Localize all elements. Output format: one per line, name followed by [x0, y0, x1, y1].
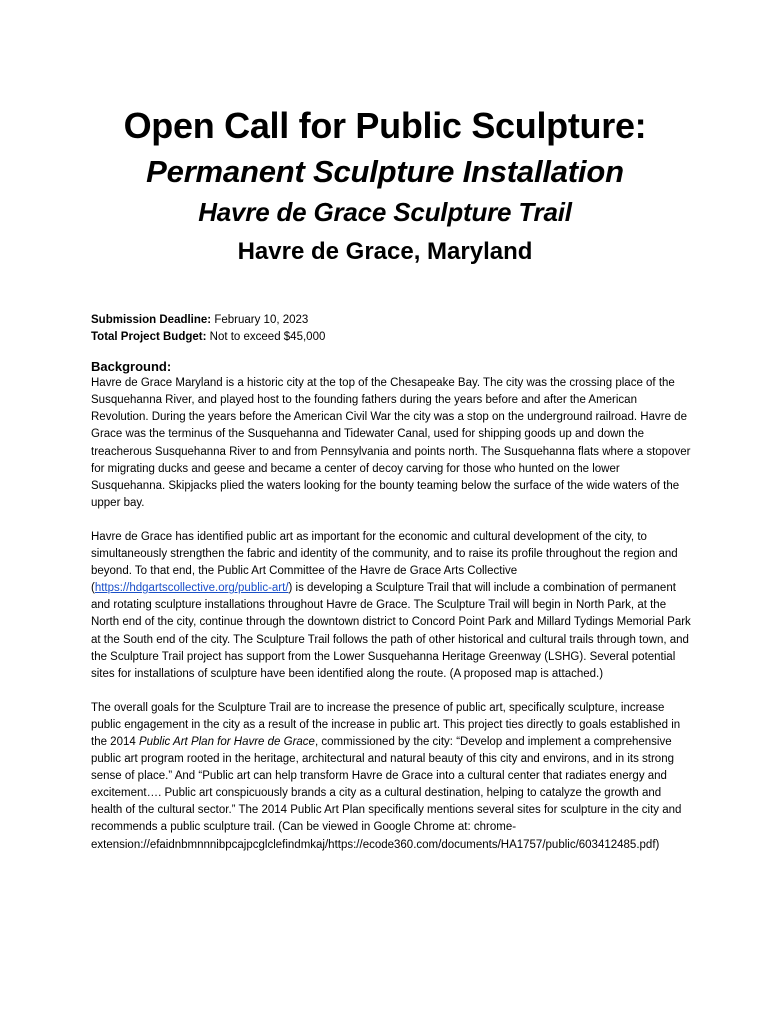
- public-art-plan-title: Public Art Plan for Havre de Grace: [138, 735, 315, 748]
- project-budget: [91, 329, 691, 346]
- document-subtitle: Permanent Sculpture Installation: [146, 154, 624, 189]
- trail-name: Havre de Grace Sculpture Trail: [198, 197, 572, 227]
- background-heading: Background:: [91, 359, 172, 375]
- document-title: Open Call for Public Sculpture:: [123, 105, 647, 146]
- background-paragraph-3: [91, 700, 691, 854]
- paragraph-2-text-start: Havre de Grace has identified public art as important for the economic and cultural development of the city, to simultaneously strengthen the fabric and identity of the community, and to raise its profile throughout the region and beyond. To that end, the Public Art Committee of the Havre de Grace Arts Collective (: [91, 530, 678, 595]
- title-block: [0, 102, 770, 272]
- project-budget-label: Total Project Budget:: [91, 331, 207, 344]
- document-body: [91, 312, 691, 854]
- paragraph-2-text-end: ) is developing a Sculpture Trail that will include a combination of permanent and rotating sculpture installations throughout Havre de Grace. The Sculpture Trail will begin in North Park, at the North end of the city, continue through the downtown district to Concord Point Park and Millard Tydings Memorial Park at the South end of the city. The Sculpture Trail follows the path of other historical and cultural trails through town, and the Sculpture Trail project has support from the Lower Susquehanna Heritage Greenway (LSHG). Several potential sites for installations of sculpture have been identified along the route. (A proposed map is attached.): [91, 582, 691, 680]
- paragraph-3-text-start: The overall goals for the Sculpture Trail are to increase the presence of public art, specifically sculpture, increase public engagement in the city as a result of the increase in public art. This project ties directly to goals established in the 2014: [91, 701, 681, 748]
- submission-deadline: [91, 312, 691, 329]
- project-budget-value: Not to exceed $45,000: [206, 331, 326, 344]
- submission-deadline-label: Submission Deadline:: [91, 314, 212, 326]
- location-heading: Havre de Grace, Maryland: [237, 238, 533, 265]
- background-paragraph-2: [91, 529, 691, 683]
- paragraph-3-text-end: , commissioned by the city: “Develop and implement a comprehensive public art program rooted in the heritage, architectural and natural beauty of this city and environs, and in its strong sense of place.” And “Public art can help transform Havre de Grace into a cultural center that radiates energy and excitement…. Public art conspicuously brands a city as a cultural destination, helping to catalyze the growth and health of the cultural sector.” The 2014 Public Art Plan specifically mentions several sites for sculpture in the city and recommends a public sculpture trail. (Can be viewed in Google Chrome at: chrome-extension://efaidnbmnnnibpcajpcglclefindmkaj/https://ecode360.com/documents/HA1757/public/603412485.pdf): [91, 735, 682, 851]
- arts-collective-link[interactable]: https://hdgartscollective.org/public-art/: [94, 582, 289, 595]
- submission-deadline-value: February 10, 2023: [211, 314, 309, 326]
- background-paragraph-1: Havre de Grace Maryland is a historic city at the top of the Chesapeake Bay. The city was the crossing place of the Susquehanna River, and played host to the founding fathers during the years before and after the American Revolution. During the years before the American Civil War the city was a stop on the underground railroad. Havre de Grace was the terminus of the Susquehanna and Tidewater Canal, used for shipping goods up and down the treacherous Susquehanna River to and from Pennsylvania and points north. The Susquehanna flats where a stopover for migrating ducks and geese and became a center of decoy carving for those who hunted on the lower Susquehanna. Skipjacks plied the waters looking for the bounty teaming below the surface of the wide waters of the upper bay.: [91, 377, 691, 509]
